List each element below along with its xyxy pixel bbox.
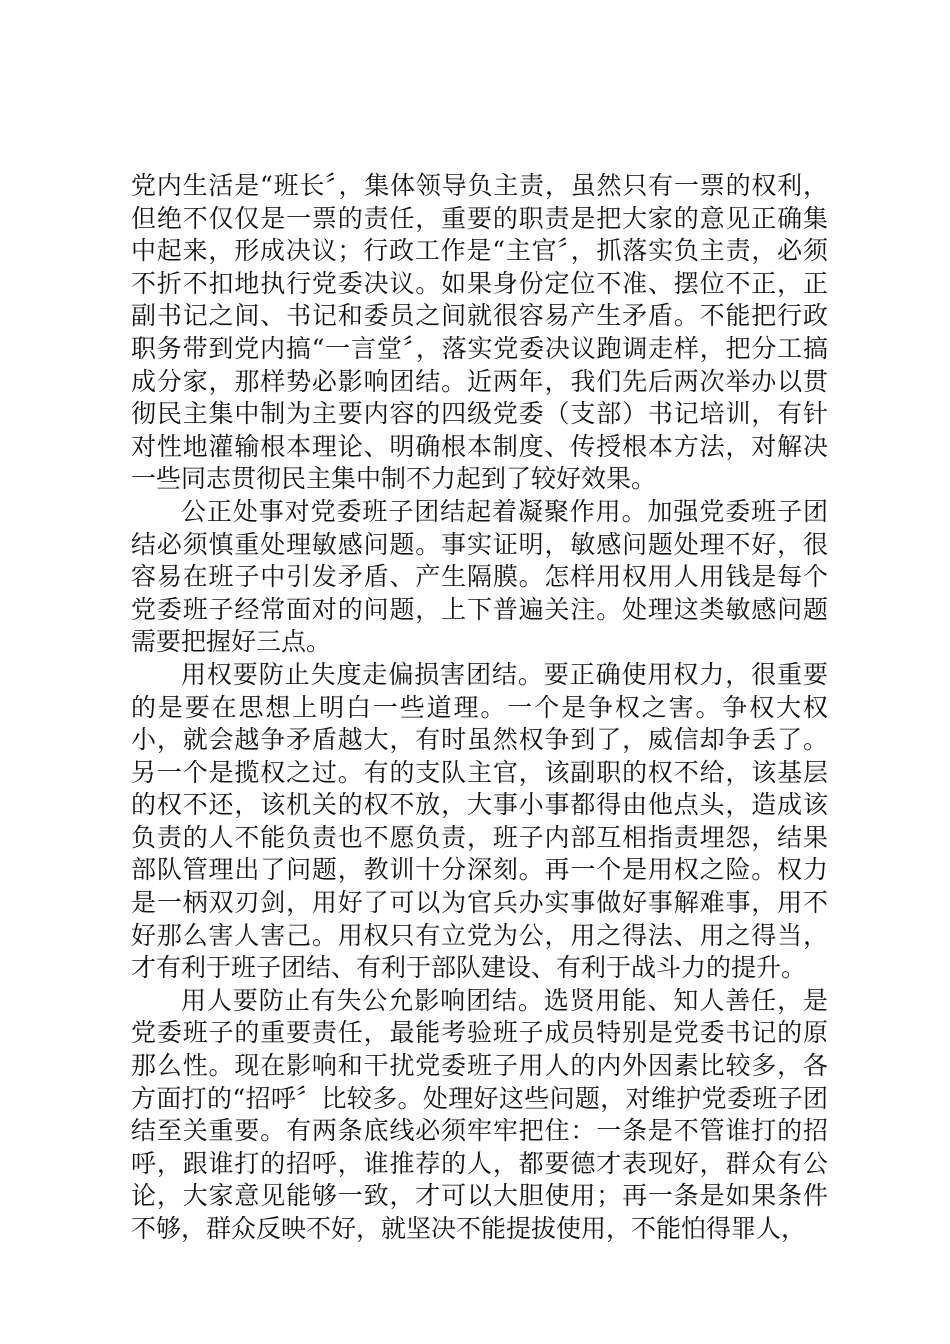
paragraph-3: 用权要防止失度走偏损害团结。要正确使用权力，很重要的是要在思想上明白一些道理。一个是争权之害。争权大权小，就会越争矛盾越大，有时虽然权争到了，威信却争丢了。另一个是揽权之过。有的支队主官，该副职的权不给，该基层的权不还，该机关的权不放，大事小事都得由他点头，造成该负责的人不能负责也不愿负责，班子内部互相指责埋怨，结果部队管理出了问题，教训十分深刻。再一个是用权之险。权力是一柄双刃剑，用好了可以为官兵办实事做好事解难事，用不好那么害人害己。用权只有立党为公，用之得法、用之得当，才有利于班子团结、有利于部队建设、有利于战斗力的提升。 bbox=[131, 659, 828, 983]
document-page bbox=[131, 170, 828, 1246]
paragraph-4: 用人要防止有失公允影响团结。选贤用能、知人善任，是党委班子的重要责任，最能考验班子成员特别是党委书记的原那么性。现在影响和干扰党委班子用人的内外因素比较多，各方面打的“招呼〞比较多。处理好这些问题，对维护党委班子团结至关重要。有两条底线必须牢牢把住：一条是不管谁打的招呼，跟谁打的招呼，谁推荐的人，都要德才表现好，群众有公论，大家意见能够一致，才可以大胆使用；再一条是如果条件不够，群众反映不好，就坚决不能提拔使用，不能怕得罪人， bbox=[131, 985, 828, 1243]
paragraph-1: 党内生活是“班长〞，集体领导负主责，虽然只有一票的权利，但绝不仅仅是一票的责任，重要的职责是把大家的意见正确集中起来，形成决议；行政工作是“主官〞，抓落实负主责，必须不折不扣地执行党委决议。如果身份定位不准、摆位不正，正副书记之间、书记和委员之间就很容易产生矛盾。不能把行政职务带到党内搞“一言堂〞，落实党委决议跑调走样，把分工搞成分家，那样势必影响团结。近两年，我们先后两次举办以贯彻民主集中制为主要内容的四级党委（支部）书记培训，有针对性地灌输根本理论、明确根本制度、传授根本方法，对解决一些同志贯彻民主集中制不力起到了较好效果。 bbox=[131, 171, 828, 494]
paragraph-2: 公正处事对党委班子团结起着凝聚作用。加强党委班子团结必须慎重处理敏感问题。事实证明，敏感问题处理不好，很容易在班子中引发矛盾、产生隔膜。怎样用权用人用钱是每个党委班子经常面对的问题，上下普遍关注。处理这类敏感问题需要把握好三点。 bbox=[131, 496, 828, 657]
